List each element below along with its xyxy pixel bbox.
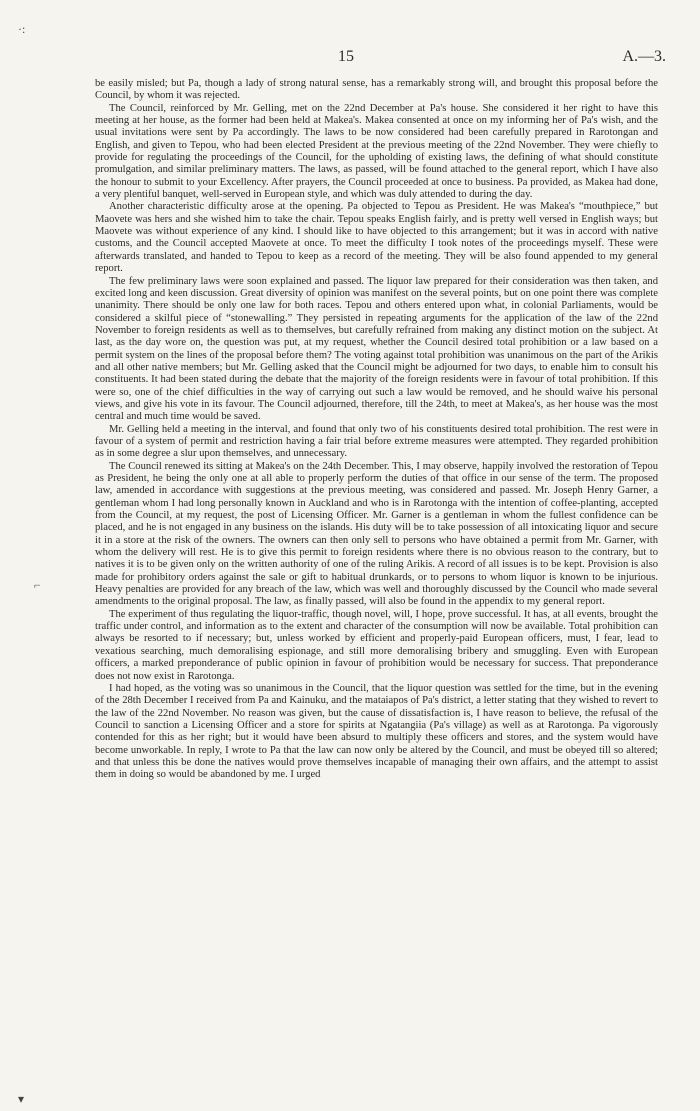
body-text xyxy=(95,78,658,782)
paragraph: The Council renewed its sitting at Makea's on the 24th December. This, I may observe, happily involved the restoration of Tepou as President, he being the only one at all able to properly perform the duties of that office in our sense of the term. The proposed law, amended in accordance with suggestions at the previous meeting, was considered and passed. Mr. Joseph Henry Garner, a gentleman whom I had long personally known in Auckland and who is in Rarotonga with the intention of coffee-planting, accepted from the Council, at my request, the post of Licensing Officer. Mr. Garner is a gentleman in whom the fullest confidence can be placed, and he is not engaged in any business on the islands. His duty will be to take possession of all intoxicating liquor and secure it in a store at the risk of the owners. The owners can then only sell to persons who have obtained a permit from Mr. Garner, with whom the delivery will rest. He is to give this permit to foreign residents where there is no obvious reason to the contrary, but to natives it is to be given only on the written authority of one of the ruling Arikis. A record of all issues is to be kept. Provision is also made for prohibitory orders against the sale or gift to habitual drunkards, or to persons to whom liquor is known to be injurious. Heavy penalties are provided for any breach of the law, which was well and thoroughly discussed by the Council who made several amendments to the original proposal. The law, as finally passed, will also be found in the appendix to my general report. xyxy=(95,460,658,608)
scan-mark: ▾ xyxy=(18,1092,25,1106)
paragraph: Another characteristic difficulty arose at the opening. Pa objected to Tepou as President. He was Makea's “mouthpiece,” but Maovete was hers and she wished him to take the chair. Tepou speaks English fairly, and is pretty well versed in English ways; but Maovete was without experience of any kind. I should like to have objected to this arrangement; but it was in accord with native customs, and the Council accepted Maovete at once. To meet the difficulty I took notes of the proceedings myself. These were afterwards translated, and handed to Tepou to keep as a record of the meeting. They will be also found appended to my general report. xyxy=(95,201,658,275)
scan-mark: ⌐ xyxy=(34,578,41,592)
paragraph: Mr. Gelling held a meeting in the interval, and found that only two of his constituents desired total prohibition. The rest were in favour of a system of permit and restriction having a fair trial before extreme measures were attempted. They regarded prohibition as in some degree a slur upon themselves, and unnecessary. xyxy=(95,423,658,460)
paragraph: The Council, reinforced by Mr. Gelling, met on the 22nd December at Pa's house. She considered it her right to have this meeting at her house, as the former had been held at Makea's. Makea consented at once on my informing her of Pa's wish, and the usual invitations were sent by Pa accordingly. The laws to be now considered had been carefully prepared in Rarotongan and English, and given to Tepou, who had been elected President at the previous meeting of the 22nd November. They were chiefly to provide for regulating the proceedings of the Council, for the upholding of existing laws, the defining of what should constitute promulgation, and similar preliminary matters. The laws, as passed, will be found attached to the general report, which I have also the honour to submit to your Excellency. After prayers, the Council proceeded at once to business. Pa provided, as Makea had done, a very plentiful banquet, well-served in European style, and which was duly attended to during the day. xyxy=(95,102,658,201)
paragraph: The few preliminary laws were soon explained and passed. The liquor law prepared for their consideration was then taken, and excited long and keen discussion. Great diversity of opinion was manifest on the several points, but on one point there was complete unanimity. There should be only one law for both races. Tepou and others entered upon what, in colonial Parliaments, would be considered a skilful piece of “stonewalling.” They persisted in repeating arguments for the application of the law of the 22nd November to foreign residents as well as to themselves, but carefully refrained from making any distinct motion on the subject. At last, as the day wore on, the question was put, at my request, whether the Council desired total prohibition or a law based on a permit system on the lines of the proposal before them? The voting against total prohibition was unanimous on the part of the Arikis and all other native members; but Mr. Gelling asked that the Council might be adjourned for two days, to enable him to consult his constituents. It had been stated during the debate that the majority of the foreign residents were in favour of total prohibition. If this were so, one of the chief difficulties in the way of carrying out such a law would be removed, and he should waive his personal views, and give his vote in its favour. The Council adjourned, therefore, till the 24th, to meet at Makea's, as her house was the most central and much time would be saved. xyxy=(95,275,658,423)
paragraph: The experiment of thus regulating the liquor-traffic, though novel, will, I hope, prove successful. It has, at all events, brought the traffic under control, and information as to the extent and character of the consumption will now be available. Total prohibition can always be resorted to if necessary; but, unless worked by efficient and properly-paid European officers, must, I fear, lead to vexatious searching, much demoralising espionage, and still more demoralising bribery and smuggling. Even with European officers, a marked preponderance of public opinion in favour of prohibition would be necessary for success. That preponderance does not now exist in Rarotonga. xyxy=(95,608,658,682)
page-header xyxy=(0,48,700,68)
paragraph: be easily misled; but Pa, though a lady of strong natural sense, has a remarkably strong will, and brought this proposal before the Council, by whom it was rejected. xyxy=(95,78,658,102)
document-reference: A.—3. xyxy=(622,48,666,65)
paragraph: I had hoped, as the voting was so unanimous in the Council, that the liquor question was settled for the time, but in the evening of the 28th December I received from Pa and Kainuku, and the mataiapos of Pa's district, a letter stating that they wished to revert to the law of the 22nd November. No reason was given, but the cause of dissatisfaction is, I have reason to believe, the refusal of the Council to sanction a Licensing Officer and a store for spirits at Ngatangiia (Pa's village) as well as at Rarotonga. Pa vigorously contended for this as her right; but it would have been absurd to multiply these officers and stores, and the system would have become unworkable. In reply, I wrote to Pa that the law can now only be altered by the Council, and must be obeyed till so altered; and that unless this be done the natives would prove themselves incapable of managing their own affairs, and the attempt to assist them in doing so would be abandoned by me. I urged xyxy=(95,682,658,781)
page-number: 15 xyxy=(338,48,354,65)
scan-mark: ·: xyxy=(18,22,26,36)
